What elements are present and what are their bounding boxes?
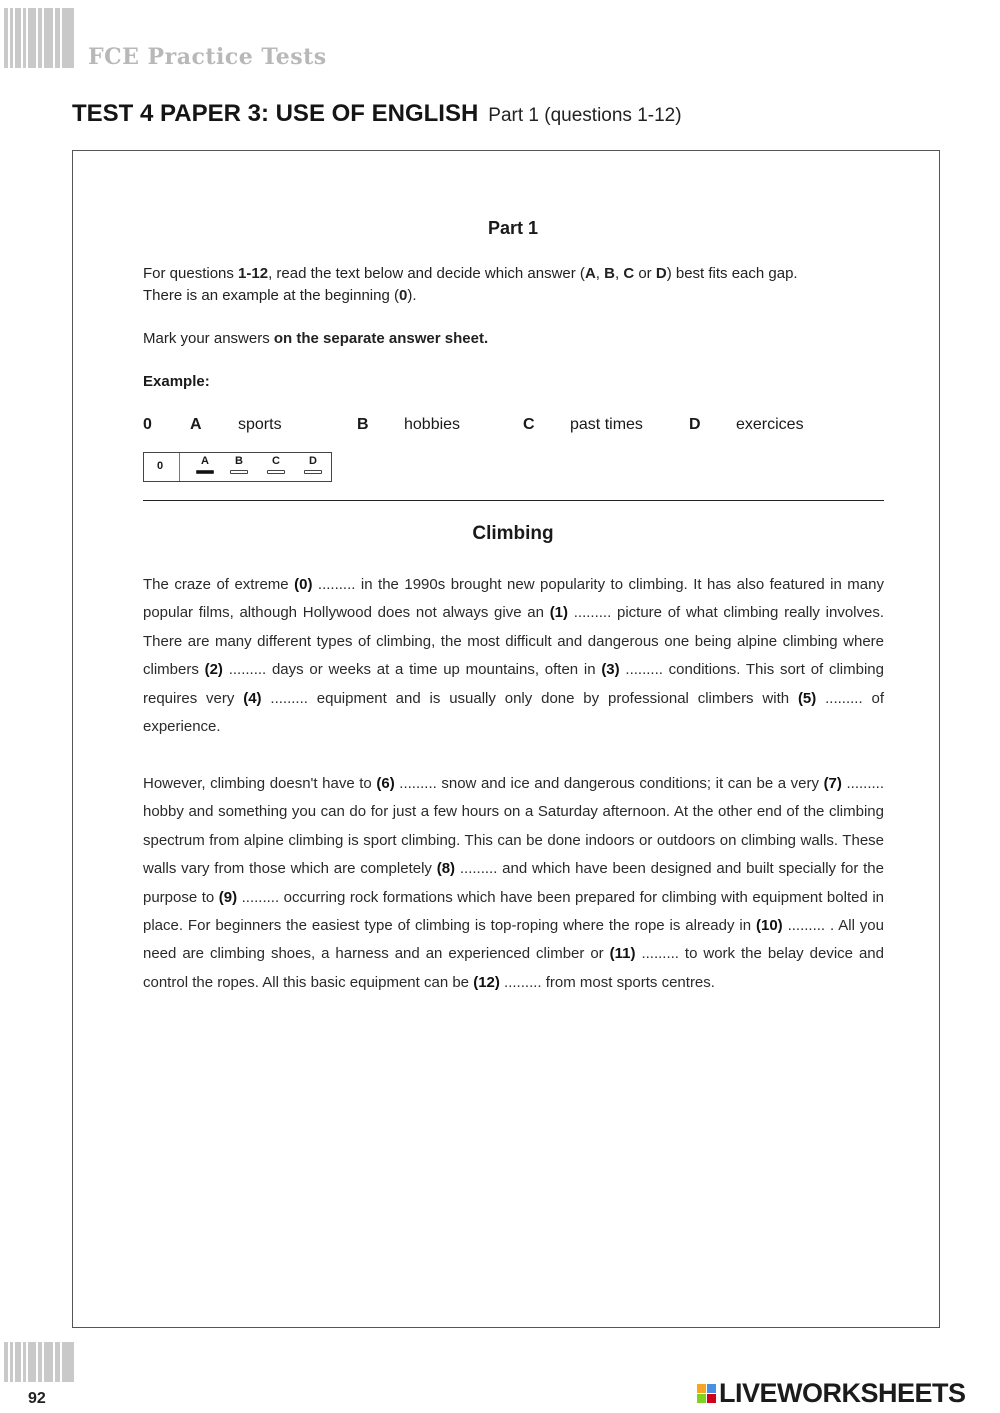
gap-number: (12)	[473, 973, 500, 991]
instruction-text: ).	[407, 287, 417, 304]
answer-box-letter: A	[201, 455, 209, 467]
gap-number: (6)	[376, 775, 395, 792]
text-run: ......... occurring rock formations which have been prepared for climbing with equipment bolted in place. For beginners the easiest type of climbing is top-roping where the rope is already in	[143, 888, 884, 935]
part-heading: Part 1	[487, 218, 539, 238]
answer-box-cell-a	[194, 455, 216, 467]
gap-number: (8)	[436, 860, 456, 878]
footer-stripe-decoration	[4, 1342, 74, 1382]
task-instructions	[143, 263, 888, 307]
answer-box-cell-b	[228, 455, 250, 467]
instruction-option: A	[584, 265, 596, 282]
gap-number: (0)	[294, 576, 313, 593]
gap-number: (10)	[755, 917, 783, 935]
instruction-option: D	[655, 265, 667, 282]
answer-box-letter: B	[235, 455, 243, 467]
gap-number: (9)	[218, 888, 238, 906]
option-text: past times	[570, 416, 643, 433]
instruction-text: Mark your answers	[143, 330, 274, 347]
section-divider	[143, 500, 884, 501]
instruction-sep: or	[634, 265, 656, 282]
instruction-range: 1-12	[238, 265, 269, 282]
text-run: ......... of experience.	[143, 689, 884, 736]
paragraph-2	[143, 770, 884, 997]
gap-number: (3)	[601, 661, 620, 679]
option-letter: B	[357, 416, 369, 433]
option-letter: A	[190, 416, 202, 433]
answer-box-divider	[179, 453, 180, 481]
logo-square	[697, 1384, 706, 1393]
answer-box-letter: D	[309, 455, 317, 467]
instruction-option: C	[623, 265, 635, 282]
answer-mark-selected	[196, 470, 214, 474]
instruction-example-number: 0	[399, 287, 408, 304]
text-title: Climbing	[472, 523, 554, 544]
gap-number: (7)	[823, 775, 842, 792]
test-title	[72, 100, 682, 128]
instruction-sep: ,	[614, 265, 624, 282]
example-label: Example:	[143, 373, 210, 390]
answer-mark-empty	[304, 470, 322, 474]
text-run: ......... equipment and is usually only done by professional climbers with	[261, 689, 798, 707]
text-run: However, climbing doesn't have to	[143, 775, 377, 792]
answer-box-cell-d	[302, 455, 324, 467]
text-run: ......... hobby and something you can do for just a few hours on a Saturday afternoon. At the other end of the climbing spectrum from alpine climbing is sport climbing. This can be done indoors or outdoors on climbing walls. These walls vary from those which are completely	[143, 775, 884, 878]
series-title: FCE Practice Tests	[88, 44, 327, 70]
text-run: The craze of extreme	[143, 576, 295, 593]
paragraph-1	[143, 571, 884, 741]
gap-number: (5)	[797, 689, 817, 707]
text-run: ......... from most sports centres.	[499, 973, 715, 991]
test-subtitle: Part 1 (questions 1-12)	[488, 105, 682, 126]
test-title-main: TEST 4 PAPER 3: USE OF ENGLISH	[72, 100, 479, 127]
instruction-text: There is an example at the beginning (	[143, 287, 399, 304]
instruction-text: , read the text below and decide which answer (	[268, 265, 585, 282]
gap-number: (2)	[204, 661, 223, 679]
gap-number: (1)	[549, 604, 569, 622]
option-letter: C	[523, 416, 535, 433]
liveworksheets-brand[interactable]	[697, 1376, 966, 1410]
option-letter: D	[689, 416, 701, 433]
text-run: ......... and which have been designed and built specially for the purpose to	[143, 860, 884, 906]
instruction-sep: ,	[595, 265, 605, 282]
instruction-emphasis: on the separate answer sheet.	[273, 330, 489, 347]
answer-sheet-note	[143, 328, 888, 350]
liveworksheets-logo-icon	[697, 1384, 716, 1403]
answer-box-cell-c	[265, 455, 287, 467]
answer-box-number: 0	[157, 460, 164, 472]
text-run: ......... to work the belay device and control the ropes. All this basic equipment can be	[143, 945, 884, 991]
answer-mark-empty	[230, 470, 248, 474]
example-answer-box	[143, 452, 332, 482]
option-text: hobbies	[404, 416, 461, 433]
example-number: 0	[143, 416, 152, 433]
page-number: 92	[28, 1390, 46, 1407]
instruction-text: For questions	[143, 265, 239, 282]
text-run: ......... conditions. This sort of climbing requires very	[143, 661, 884, 707]
logo-square	[707, 1384, 716, 1393]
answer-box-letter: C	[272, 455, 280, 467]
text-run: ......... picture of what climbing really involves. There are many different types of climbing, the most difficult and dangerous one being alpine climbing where climbers	[143, 604, 884, 679]
gap-number: (11)	[609, 945, 636, 963]
instruction-text: ) best fits each gap.	[666, 265, 798, 282]
text-run: ......... . All you need are climbing shoes, a harness and an experienced climber or	[143, 917, 884, 963]
instruction-option: B	[604, 265, 615, 282]
logo-square	[697, 1394, 706, 1403]
text-run: ......... days or weeks at a time up mountains, often in	[222, 661, 602, 679]
option-text: sports	[238, 416, 282, 433]
answer-mark-empty	[267, 470, 285, 474]
text-run: ......... in the 1990s brought new popularity to climbing. It has also featured in many popular films, although Hollywood does not always give an	[143, 576, 884, 622]
gap-number: (4)	[243, 689, 262, 707]
brand-name: LIVEWORKSHEETS	[719, 1377, 966, 1408]
header-stripe-decoration	[4, 8, 74, 68]
option-text: exercices	[736, 416, 804, 433]
text-run: ......... snow and ice and dangerous conditions; it can be a very	[394, 775, 824, 792]
logo-square	[707, 1394, 716, 1403]
